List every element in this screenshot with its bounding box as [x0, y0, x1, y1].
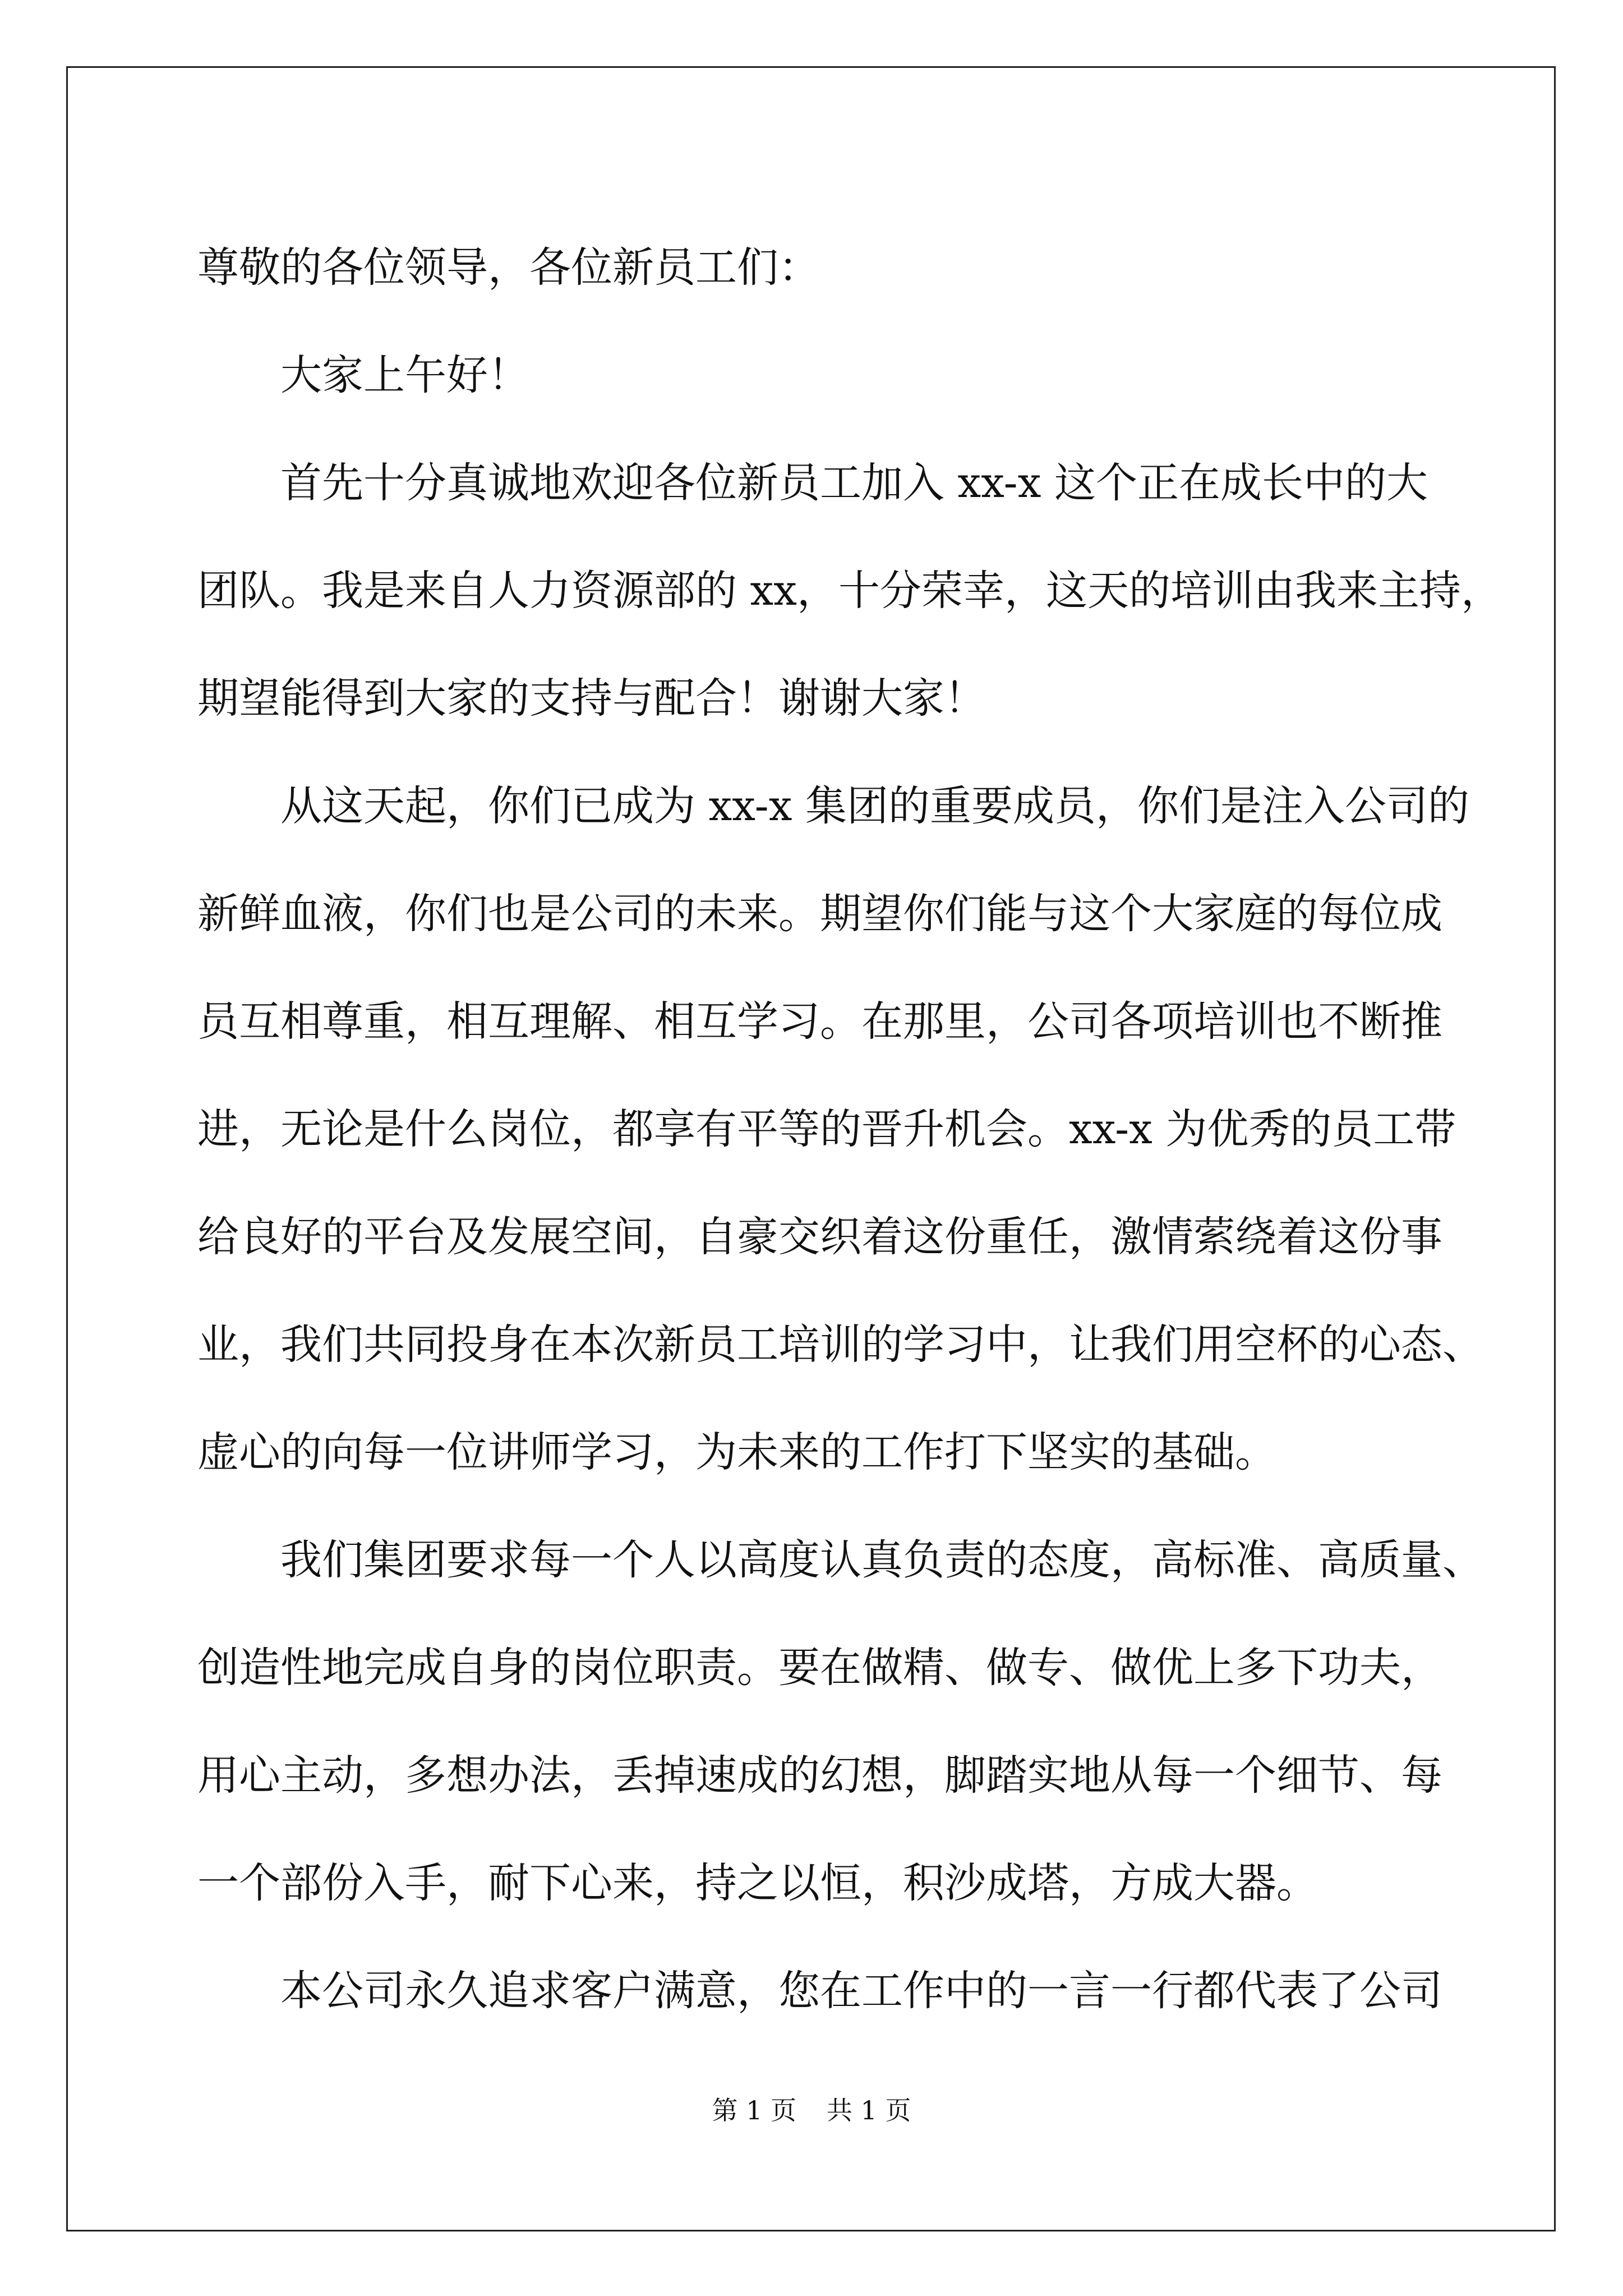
- paragraph-3-line-4: 一个部份入手，耐下心来，持之以恒，积沙成塔，方成大器。: [197, 1859, 1318, 1907]
- paragraph-3-line-2: 创造性地完成自身的岗位职责。要在做精、做专、做优上多下功夫，: [197, 1644, 1442, 1692]
- paragraph-4-line-1: 本公司永久追求客户满意，您在工作中的一言一行都代表了公司: [280, 1967, 1442, 2015]
- paragraph-2-line-1: 从这天起，你们已成为 xx-x 集团的重要成员，你们是注入公司的: [280, 782, 1469, 830]
- paragraph-2-line-6: 业，我们共同投身在本次新员工培训的学习中，让我们用空杯的心态、: [197, 1320, 1484, 1369]
- paragraph-2-line-3: 员互相尊重，相互理解、相互学习。在那里，公司各项培训也不断推: [197, 997, 1442, 1046]
- paragraph-1-line-2: 团队。我是来自人力资源部的 xx，十分荣幸，这天的培训由我来主持，: [197, 567, 1502, 615]
- paragraph-2-line-5: 给良好的平台及发展空间，自豪交织着这份重任，激情萦绕着这份事: [197, 1213, 1442, 1261]
- paragraph-1-line-1: 首先十分真诚地欢迎各位新员工加入 xx-x 这个正在成长中的大: [280, 459, 1428, 507]
- page-total: 共 1 页: [827, 2095, 911, 2125]
- salutation-line: 尊敬的各位领导，各位新员工们：: [197, 243, 820, 292]
- paragraph-2-line-4: 进，无论是什么岗位，都享有平等的晋升机会。xx-x 为优秀的员工带: [197, 1105, 1456, 1153]
- greeting-line: 大家上午好！: [280, 351, 529, 399]
- paragraph-3-line-3: 用心主动，多想办法，丢掉速成的幻想，脚踏实地从每一个细节、每: [197, 1751, 1442, 1800]
- paragraph-2-line-2: 新鲜血液，你们也是公司的未来。期望你们能与这个大家庭的每位成: [197, 890, 1442, 938]
- paragraph-3-line-1: 我们集团要求每一个人以高度认真负责的态度，高标准、高质量、: [280, 1536, 1484, 1584]
- page-footer: [0, 2093, 1623, 2127]
- page-number: 第 1 页: [712, 2095, 796, 2125]
- document-body: [197, 214, 1502, 2045]
- paragraph-2-line-7: 虚心的向每一位讲师学习，为未来的工作打下坚实的基础。: [197, 1428, 1276, 1476]
- paragraph-1-line-3: 期望能得到大家的支持与配合！谢谢大家！: [197, 674, 986, 723]
